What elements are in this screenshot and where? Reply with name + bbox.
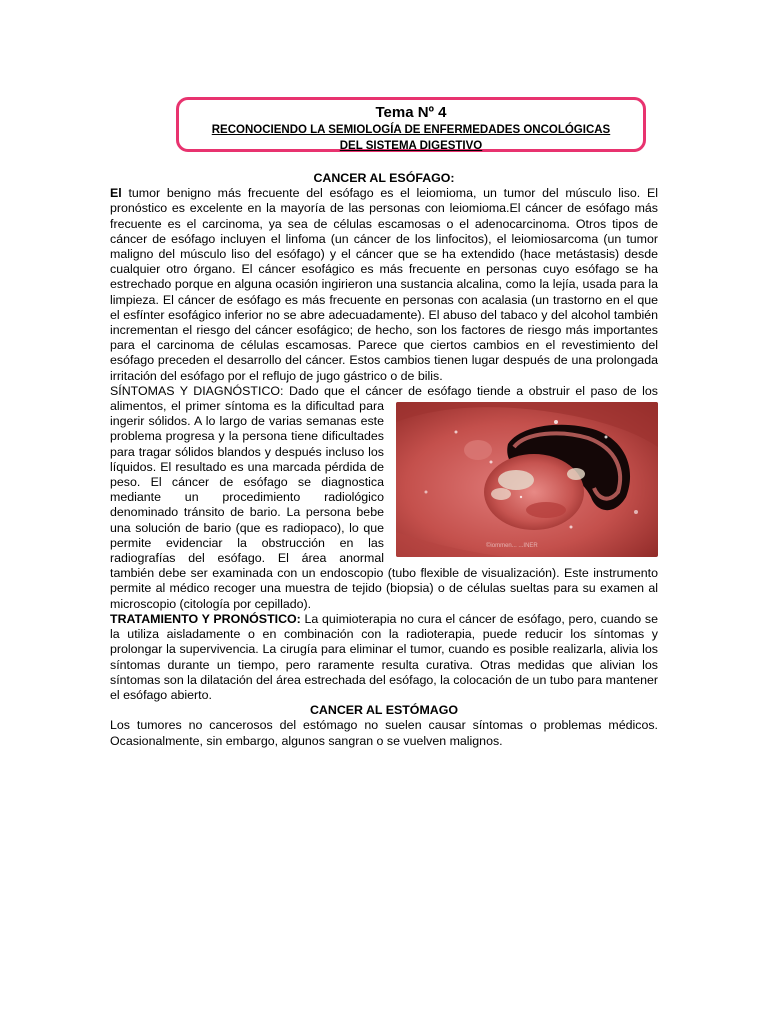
intro-text: tumor benigno más frecuente del esófago es el leiomioma, un tumor del músculo liso. El pronóstico es excelente en la mayoría de las personas con leiomioma.El cáncer de esófago más frecuente es el carcinoma, ya sea de células escamosas o el adenocarcinoma. Otros tipos de cáncer de esófago incluyen el linfoma (un cáncer de los linfocitos), el leiomiosarcoma (un tumor maligno del músculo liso del esófago) y el cáncer que se ha extendido (hace metástasis) desde cualquier otro órgano. El cáncer esofágico es más frecuente en personas cuyo esófago se ha estrechado porque en alguna ocasión ingirieron una sustancia alcalina, como la lejía, usada para la limpieza. El cáncer de esófago es más frecuente en personas con acalasia (un trastorno en el que el esfínter esofágico inferior no se abre adecuadamente). El abuso del tabaco y del alcohol también incrementan el riesgo del cáncer esofágico; de hecho, son los factores de riesgo más importantes para el carcinoma de células escamosas. Parece que ciertos cambios en el revestimiento del esófago preceden el desarrollo del cáncer. Estos cambios tienen lugar después de una prolongada irritación del esófago por el reflujo de jugo gástrico o de bilis. [110,186,658,383]
symptoms-text-a: Dado que el cáncer de esófago tiende a obstruir el paso de los [283,383,659,398]
page-title: Tema Nº 4 [375,104,447,121]
page-subtitle-line1: RECONOCIENDO LA SEMIOLOGÍA DE ENFERMEDADES ONCOLÓGICAS [211,124,611,136]
page-subtitle-line2: DEL SISTEMA DIGESTIVO [339,140,483,152]
endoscopy-image [396,402,658,557]
symptoms-text-b: alimentos, el primer síntoma es la dificultad para ingerir sólidos. A lo largo de varias semanas este problema progresa y la persona tiene dificultades para tragar sólidos blandos y después incluso los líquidos. El resultado es una marcada pérdida de peso. El cáncer de esófago se diagnostica mediante un procedimiento radiológico denominado tránsito de bario. La persona bebe una solución de bario (que es radiopaco), lo que permite evidenciar la obstrucción en las radiografías del esófago. El área anormal también debe ser examinada con un endoscopio (tubo flexible de visualización). Este instrumento permite al médico recoger una muestra de tejido (biopsia) o de células sueltas para su examen al microscopio (citología por cepillado). [110,399,658,611]
treatment-text: La quimioterapia no cura el cáncer de esófago, pero, cuando se la utiliza aisladamente o en combinación con la radioterapia, puede reducir los síntomas y prolongar la supervivencia. La cirugía para eliminar el tumor, cuando es posible realizarla, alivia los síntomas durante un tiempo, pero raramente resulta curativa. Otras medidas que alivian los síntomas son la dilatación del área estrechada del esófago, la colocación de un tubo para mantener el esófago abierto. [110,611,658,702]
lead-word: El [110,186,122,201]
treatment-label: TRATAMIENTO Y PRONÓSTICO: [110,611,301,626]
intro-paragraph [110,186,658,384]
stomach-paragraph: Los tumores no cancerosos del estómago no suelen causar síntomas o problemas médicos. Ocasionalmente, sin embargo, algunos sangran o se vuelven malignos. [110,718,658,748]
section-heading-estomago: CANCER AL ESTÓMAGO [309,703,458,718]
section-heading-esofago: CANCER AL ESÓFAGO: [313,171,455,185]
treatment-paragraph [110,612,658,703]
image-credit: ©iommen... ...INER [486,542,538,549]
document-body [110,171,658,749]
title-box [176,97,646,152]
endoscopy-icon [396,402,658,557]
symptoms-paragraph [110,384,658,612]
symptoms-label: SÍNTOMAS Y DIAGNÓSTICO: [110,383,284,398]
